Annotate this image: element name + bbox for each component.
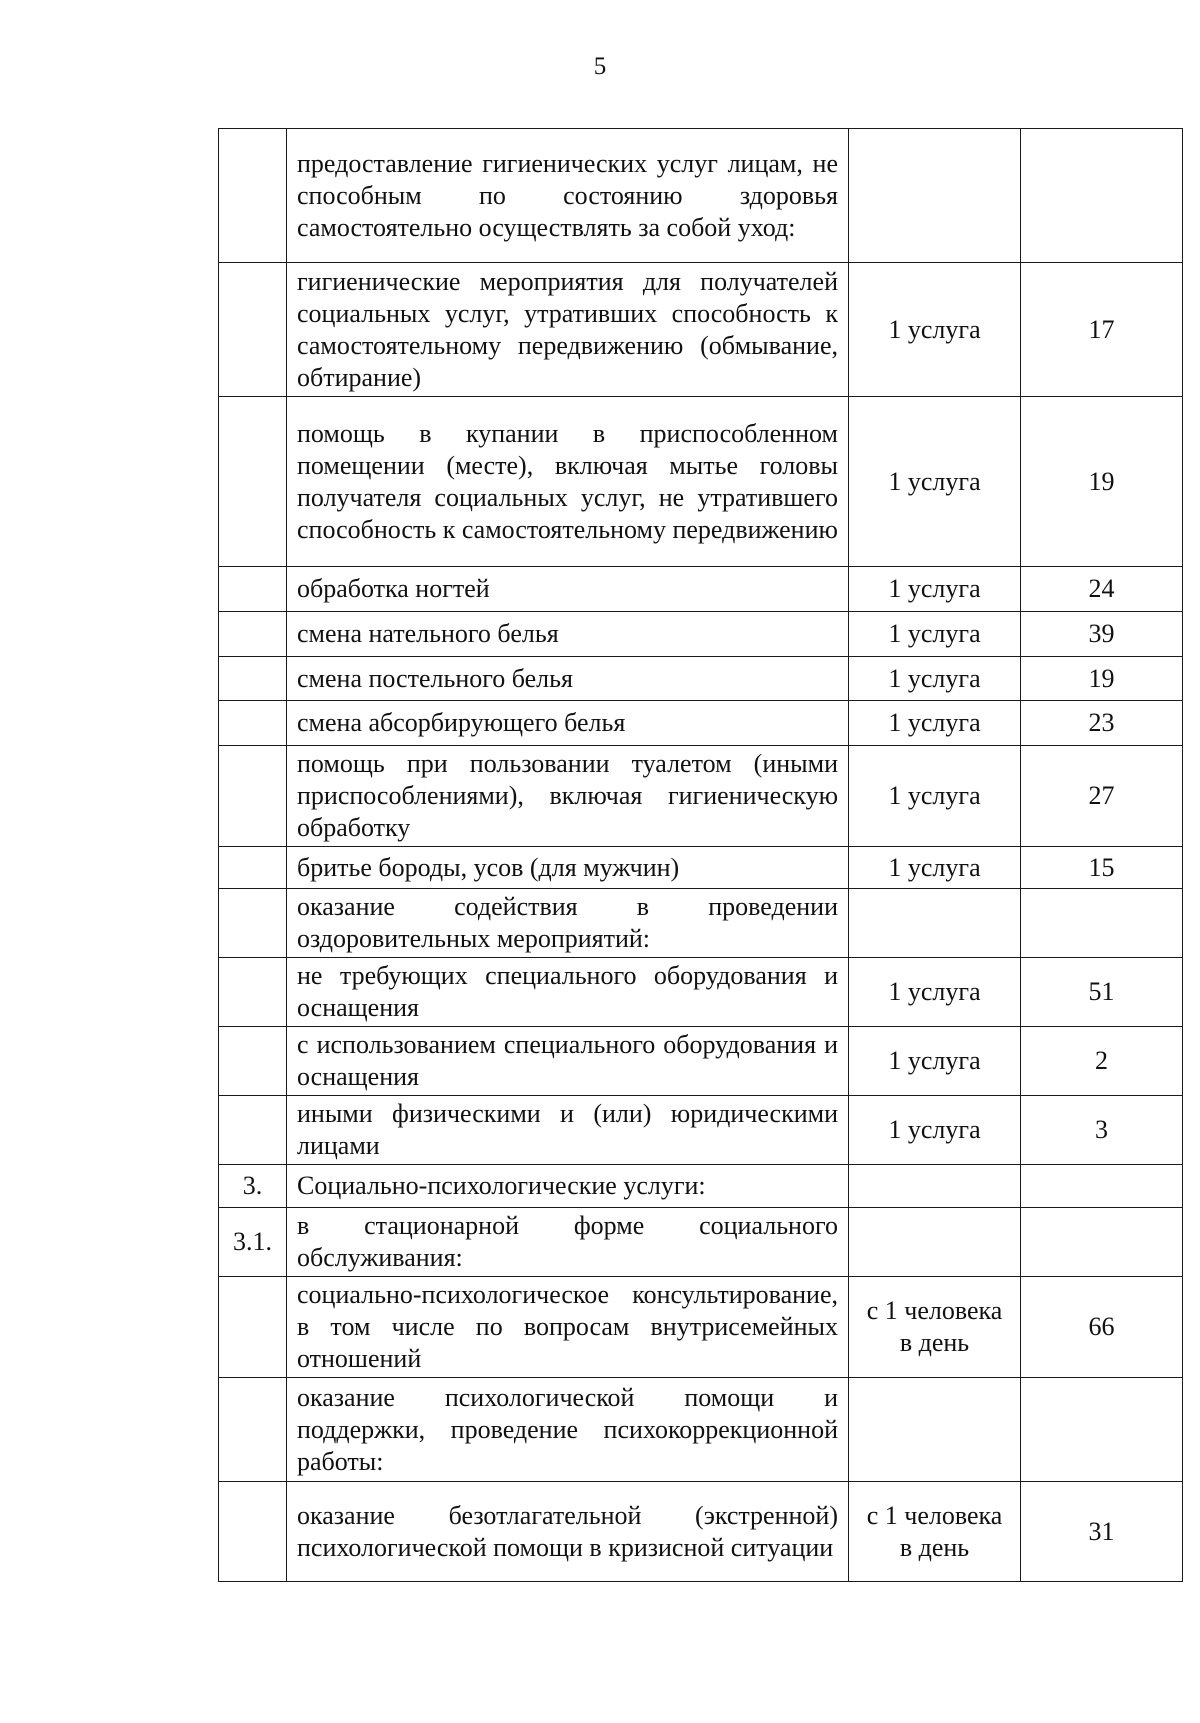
- table-row: [219, 1482, 1183, 1582]
- table-row: [219, 746, 1183, 847]
- row-number: [219, 397, 287, 567]
- service-unit: 1 услуга: [849, 847, 1021, 889]
- row-number: [219, 1027, 287, 1096]
- service-name: обработка ногтей: [287, 567, 849, 612]
- service-unit: [849, 129, 1021, 263]
- service-unit: 1 услуга: [849, 958, 1021, 1027]
- service-name: оказание безотлагательной (экстренной) психологической помощи в кризисной ситуации: [287, 1482, 849, 1582]
- service-unit: [849, 889, 1021, 958]
- service-name: смена постельного белья: [287, 657, 849, 701]
- table-row: [219, 701, 1183, 746]
- table-row: [219, 397, 1183, 567]
- table-row: [219, 889, 1183, 958]
- row-number: 3.1.: [219, 1208, 287, 1277]
- service-unit: с 1 человека в день: [849, 1277, 1021, 1378]
- service-unit: [849, 1208, 1021, 1277]
- service-name: бритье бороды, усов (для мужчин): [287, 847, 849, 889]
- row-number: [219, 567, 287, 612]
- service-value: 27: [1021, 746, 1183, 847]
- row-number: [219, 129, 287, 263]
- row-number: [219, 889, 287, 958]
- table-row: [219, 1096, 1183, 1165]
- service-unit: 1 услуга: [849, 746, 1021, 847]
- table-row: [219, 263, 1183, 397]
- page-number: 5: [593, 53, 607, 80]
- service-name: предоставление гигиенических услуг лицам, не способным по состоянию здоровья самостоятельно осуществлять за собой уход:: [287, 129, 849, 263]
- row-number: [219, 1096, 287, 1165]
- row-number: 3.: [219, 1165, 287, 1208]
- service-name: помощь в купании в приспособленном помещении (месте), включая мытье головы получателя социальных услуг, не утратившего способность к самостоятельному передвижению: [287, 397, 849, 567]
- table-row: [219, 567, 1183, 612]
- service-unit: 1 услуга: [849, 1096, 1021, 1165]
- service-value: 51: [1021, 958, 1183, 1027]
- row-number: [219, 701, 287, 746]
- table-row: [219, 1027, 1183, 1096]
- service-value: 66: [1021, 1277, 1183, 1378]
- table-row: [219, 657, 1183, 701]
- service-name: с использованием специального оборудования и оснащения: [287, 1027, 849, 1096]
- row-number: [219, 1482, 287, 1582]
- service-value: 17: [1021, 263, 1183, 397]
- row-number: [219, 1378, 287, 1482]
- table-row: [219, 612, 1183, 657]
- service-value: 19: [1021, 397, 1183, 567]
- service-unit: [849, 1378, 1021, 1482]
- row-number: [219, 1277, 287, 1378]
- table-row: [219, 1165, 1183, 1208]
- table-row: [219, 1277, 1183, 1378]
- service-name: смена абсорбирующего белья: [287, 701, 849, 746]
- service-name: в стационарной форме социального обслуживания:: [287, 1208, 849, 1277]
- service-name: Социально-психологические услуги:: [287, 1165, 849, 1208]
- service-value: 3: [1021, 1096, 1183, 1165]
- service-unit: с 1 человека в день: [849, 1482, 1021, 1582]
- service-value: [1021, 1378, 1183, 1482]
- service-unit: 1 услуга: [849, 567, 1021, 612]
- row-number: [219, 847, 287, 889]
- table-row: [219, 847, 1183, 889]
- service-unit: 1 услуга: [849, 1027, 1021, 1096]
- services-table: [218, 128, 1183, 1582]
- service-value: [1021, 1165, 1183, 1208]
- service-value: 24: [1021, 567, 1183, 612]
- service-unit: 1 услуга: [849, 701, 1021, 746]
- row-number: [219, 746, 287, 847]
- row-number: [219, 958, 287, 1027]
- service-value: [1021, 1208, 1183, 1277]
- table-row: [219, 1208, 1183, 1277]
- service-unit: 1 услуга: [849, 263, 1021, 397]
- service-name: смена нательного белья: [287, 612, 849, 657]
- service-name: оказание психологической помощи и поддержки, проведение психокоррекционной работы:: [287, 1378, 849, 1482]
- service-name: гигиенические мероприятия для получателей социальных услуг, утративших способность к самостоятельному передвижению (обмывание, обтирание): [287, 263, 849, 397]
- table-row: [219, 129, 1183, 263]
- table-row: [219, 1378, 1183, 1482]
- service-value: 39: [1021, 612, 1183, 657]
- service-name: иными физическими и (или) юридическими лицами: [287, 1096, 849, 1165]
- service-value: [1021, 889, 1183, 958]
- service-value: 2: [1021, 1027, 1183, 1096]
- service-value: 23: [1021, 701, 1183, 746]
- row-number: [219, 612, 287, 657]
- service-unit: 1 услуга: [849, 657, 1021, 701]
- service-name: помощь при пользовании туалетом (иными приспособлениями), включая гигиеническую обработку: [287, 746, 849, 847]
- service-value: 15: [1021, 847, 1183, 889]
- service-unit: 1 услуга: [849, 612, 1021, 657]
- service-value: 19: [1021, 657, 1183, 701]
- service-value: [1021, 129, 1183, 263]
- service-name: социально-психологическое консультирование, в том числе по вопросам внутрисемейных отношений: [287, 1277, 849, 1378]
- service-name: оказание содействия в проведении оздоровительных мероприятий:: [287, 889, 849, 958]
- row-number: [219, 263, 287, 397]
- service-value: 31: [1021, 1482, 1183, 1582]
- table-row: [219, 958, 1183, 1027]
- service-unit: 1 услуга: [849, 397, 1021, 567]
- row-number: [219, 657, 287, 701]
- service-name: не требующих специального оборудования и оснащения: [287, 958, 849, 1027]
- service-unit: [849, 1165, 1021, 1208]
